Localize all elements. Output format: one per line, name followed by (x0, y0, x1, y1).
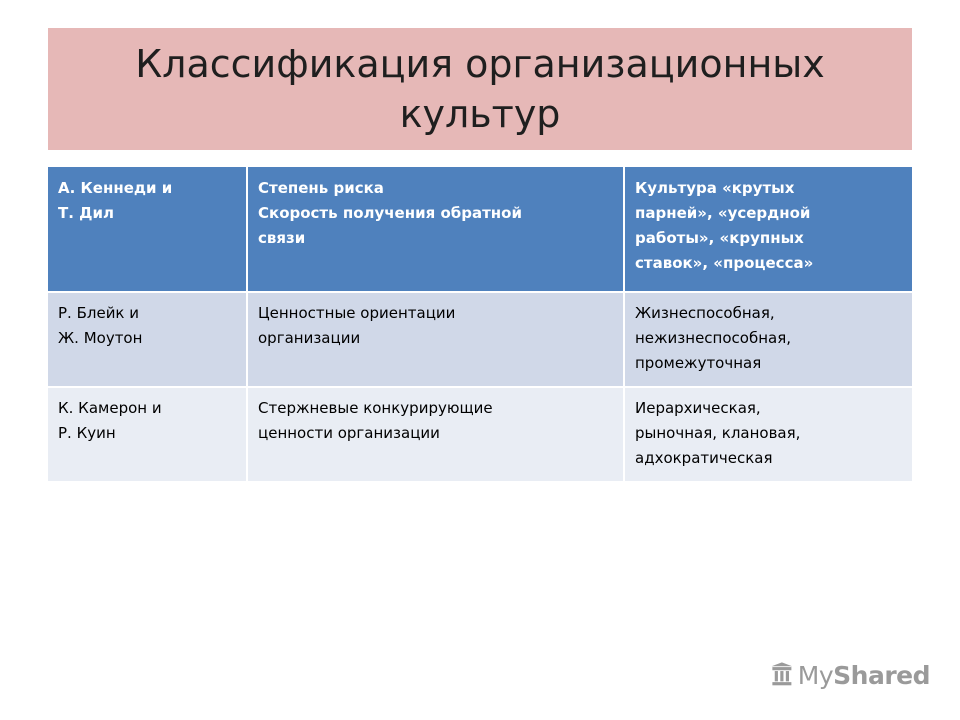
slide-title-line-1: Классификация организационных (135, 42, 825, 86)
myshared-logo-icon (770, 659, 794, 691)
cell-text: К. Камерон и (58, 399, 162, 417)
myshared-watermark (770, 655, 930, 695)
cell-text: Ж. Моутон (58, 329, 143, 347)
cell-text: промежуточная (635, 354, 762, 372)
cell-text: организации (258, 329, 361, 347)
classification-table (48, 167, 912, 483)
cell-text: Т. Дил (58, 204, 115, 222)
table-row (48, 387, 912, 482)
table-row (48, 167, 912, 292)
table-cell-criteria (247, 292, 624, 387)
myshared-logo-text (798, 661, 930, 690)
cell-text: парней», «усердной (635, 204, 811, 222)
cell-text: ставок», «процесса» (635, 254, 814, 272)
cell-text: Скорость получения обратной (258, 204, 522, 222)
table-cell-types (624, 387, 912, 482)
logo-text-my: My (797, 660, 834, 690)
table-cell-types (624, 292, 912, 387)
table-row (48, 292, 912, 387)
table-cell-author (48, 167, 247, 292)
slide-title (72, 39, 888, 139)
cell-text: рыночная, клановая, (635, 424, 801, 442)
cell-text: адхократическая (635, 449, 773, 467)
table-cell-author (48, 387, 247, 482)
cell-text: Культура «крутых (635, 179, 795, 197)
table-cell-criteria (247, 167, 624, 292)
cell-text: А. Кеннеди и (58, 179, 173, 197)
table-cell-types (624, 167, 912, 292)
cell-text: Стержневые конкурирующие (258, 399, 493, 417)
table-cell-criteria (247, 387, 624, 482)
cell-text: работы», «крупных (635, 229, 804, 247)
cell-text: ценности организации (258, 424, 440, 442)
cell-text: Р. Куин (58, 424, 116, 442)
slide-title-line-2: культур (399, 92, 561, 136)
cell-text: связи (258, 229, 306, 247)
table-cell-author (48, 292, 247, 387)
cell-text: Р. Блейк и (58, 304, 140, 322)
classification-table-wrap (48, 167, 912, 483)
logo-text-shared: Shared (833, 660, 930, 690)
cell-text: Степень риска (258, 179, 384, 197)
cell-text: Иерархическая, (635, 399, 761, 417)
cell-text: Жизнеспособная, (635, 304, 775, 322)
cell-text: нежизнеспособная, (635, 329, 792, 347)
cell-text: Ценностные ориентации (258, 304, 456, 322)
title-banner (48, 28, 912, 150)
